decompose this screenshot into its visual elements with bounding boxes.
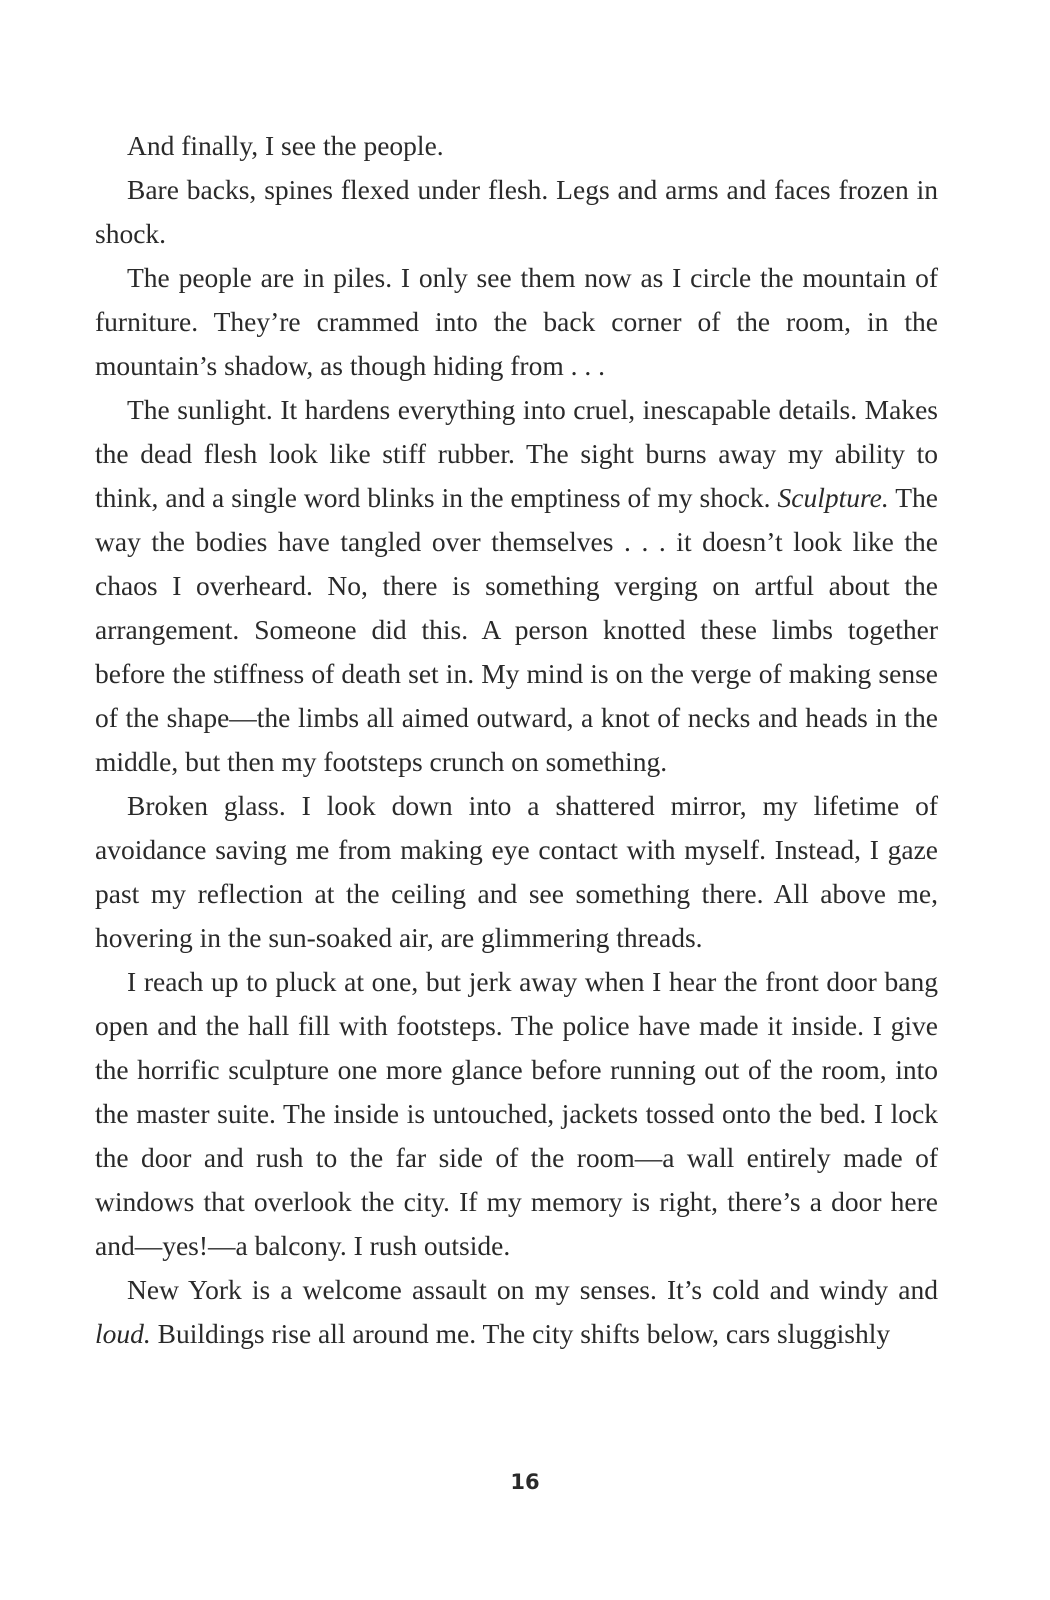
paragraph-text: Buildings rise all around me. The city shifts below, cars sluggishly	[150, 1318, 891, 1349]
paragraph-text: I reach up to pluck at one, but jerk away when I hear the front door bang open and the hall fill with footsteps. The police have made it inside. I give the horrific sculpture one more glance before running out of the room, into the master suite. The inside is untouched, jackets tossed onto the bed. I lock the door and rush to the far side of the room—a wall entirely made of windows that overlook the city. If my memory is right, there’s a door here and—yes!—a balcony. I rush outside.	[95, 966, 938, 1261]
paragraph-1	[95, 124, 938, 168]
paragraph-3	[95, 256, 938, 388]
paragraph-text: And finally, I see the people.	[127, 130, 444, 161]
paragraph-text: Bare backs, spines flexed under flesh. Legs and arms and faces frozen in shock.	[95, 174, 938, 249]
paragraph-7	[95, 1268, 938, 1356]
paragraph-text: Broken glass. I look down into a shattered mirror, my lifetime of avoidance saving me from making eye contact with myself. Instead, I gaze past my reflection at the ceiling and see something there. All above me, hovering in the sun-soaked air, are glimmering threads.	[95, 790, 938, 953]
paragraph-4	[95, 388, 938, 784]
paragraph-6	[95, 960, 938, 1268]
paragraph-5	[95, 784, 938, 960]
paragraph-text: The sunlight. It hardens everything into cruel, inescapable details. Makes the dead flesh look like stiff rubber. The sight burns away my ability to think, and a single word blinks in the emptiness of my shock.	[95, 394, 938, 513]
paragraph-text: The people are in piles. I only see them now as I circle the mountain of furniture. They’re crammed into the back corner of the room, in the mountain’s shadow, as though hiding from . . .	[95, 262, 938, 381]
page-number: 16	[510, 1470, 540, 1494]
italic-word: loud.	[95, 1318, 151, 1349]
body-text	[95, 124, 938, 1356]
paragraph-text: New York is a welcome assault on my senses. It’s cold and windy and	[127, 1274, 938, 1305]
paragraph-text: The way the bodies have tangled over themselves . . . it doesn’t look like the chaos I overheard. No, there is something verging on artful about the arrangement. Someone did this. A person knotted these limbs together before the stiffness of death set in. My mind is on the verge of making sense of the shape—the limbs all aimed outward, a knot of necks and heads in the middle, but then my footsteps crunch on something.	[95, 482, 938, 777]
italic-word: Sculpture.	[777, 482, 889, 513]
paragraph-2	[95, 168, 938, 256]
